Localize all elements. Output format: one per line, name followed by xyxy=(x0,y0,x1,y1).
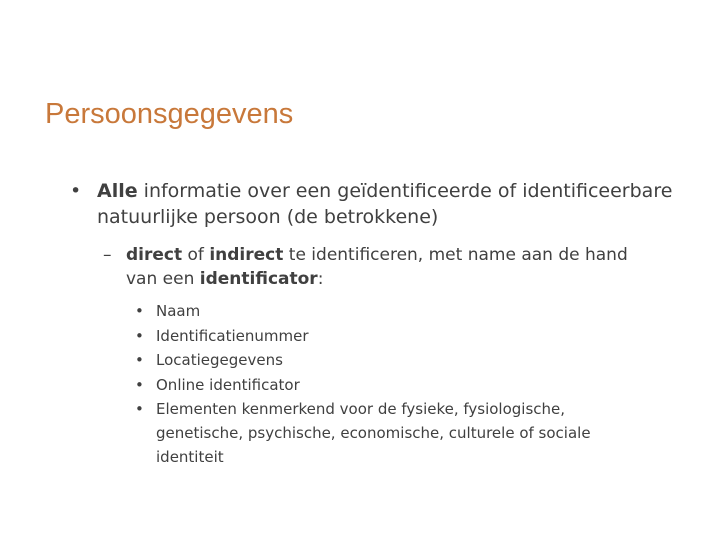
sub-bullet xyxy=(103,243,663,291)
sub-bullet-text xyxy=(126,243,663,291)
list-item xyxy=(135,348,635,373)
bullet-marker: • xyxy=(135,400,144,418)
bullet-main-bold: Alle xyxy=(97,180,138,202)
bullet-main-rest: informatie over een geïdentificeerde of identificeerbare natuurlijke persoon (de betrokkene) xyxy=(97,180,673,228)
list-item xyxy=(135,373,635,398)
identifier-list xyxy=(135,299,635,469)
bullet-marker: • xyxy=(135,326,144,345)
list-item-label: Identificatienummer xyxy=(156,326,309,345)
bullet-marker: • xyxy=(135,302,144,320)
list-item xyxy=(135,299,635,324)
dash-marker: – xyxy=(103,245,112,265)
sub-text-1: of xyxy=(182,245,210,265)
list-item-label: Naam xyxy=(156,302,201,320)
sub-bold-indirect: indirect xyxy=(209,245,284,265)
bullet-main-text xyxy=(97,178,690,230)
bullet-marker: • xyxy=(135,351,144,369)
sub-text-2: te identificeren, met name aan de hand van een xyxy=(126,245,628,289)
bullet-main xyxy=(70,178,690,230)
list-item-label: Online identificator xyxy=(156,375,300,394)
bullet-marker: • xyxy=(70,180,82,202)
sub-bold-identificator: identificator xyxy=(199,269,318,289)
list-item-label: Locatiegegevens xyxy=(156,351,283,369)
list-item xyxy=(135,397,635,469)
sub-bold-direct: direct xyxy=(126,245,183,265)
bullet-marker: • xyxy=(135,375,144,394)
sub-text-3: : xyxy=(317,269,324,289)
list-item xyxy=(135,324,635,349)
list-item-label: Elementen kenmerkend voor de fysieke, fysiologische, genetische, psychische, economische, culturele of sociale identiteit xyxy=(156,400,591,466)
slide-title: Persoonsgegevens xyxy=(45,98,294,130)
